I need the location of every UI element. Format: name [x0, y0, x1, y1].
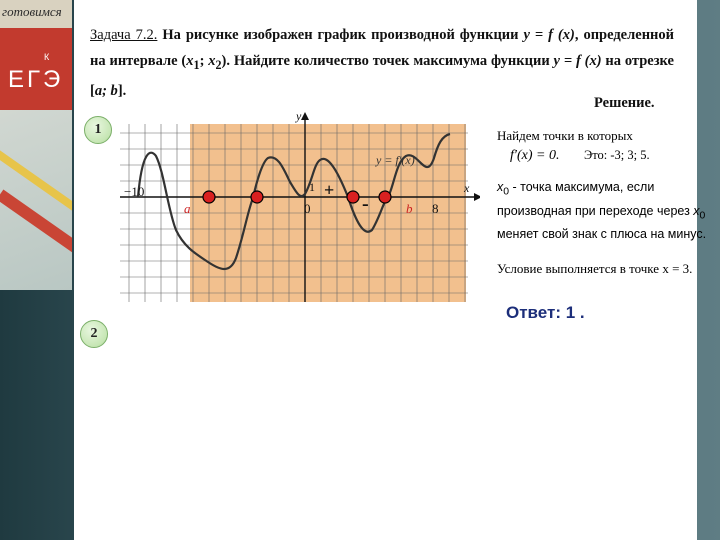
zero-point [379, 191, 391, 203]
task-label: Задача 7.2. [90, 27, 158, 43]
expl-x0-sub: 0 [503, 186, 510, 198]
condition-text: Условие выполняется в точке x = 3. [497, 261, 693, 276]
zero-formula: f′(x) = 0. [510, 148, 560, 163]
tick-one: 1 [309, 180, 315, 194]
y-axis-label: y [296, 112, 302, 123]
y-axis-arrow [301, 112, 309, 120]
sign-minus: - [362, 193, 369, 215]
task-function-1: y = f (x) [523, 27, 575, 43]
task-function-2: y = f (x) [553, 53, 602, 69]
tick-minus-ten: −10 [124, 184, 145, 199]
sign-plus: + [324, 180, 335, 200]
brand-tagline: готовимся [2, 4, 62, 19]
tick-zero: 0 [304, 201, 311, 216]
answer: Ответ: 1 . [506, 303, 585, 322]
task-sep: ; [199, 53, 209, 69]
brand-k: К [44, 52, 50, 62]
task-statement [90, 22, 674, 104]
step-badge-2: 2 [80, 320, 108, 348]
max-point-explanation [497, 178, 709, 244]
zero-point [203, 191, 215, 203]
found-text: Найдем точки в которых [497, 128, 633, 143]
label-b: b [406, 201, 413, 216]
task-x2-sub: 2 [215, 57, 222, 72]
label-a: a [184, 201, 191, 216]
expl-x0: x [497, 180, 504, 194]
x-axis-label: x [464, 181, 470, 195]
side-decoration [0, 0, 72, 290]
task-text-b: , определенной на интервале ( [90, 27, 675, 69]
expl-x0b-sub: 0 [699, 210, 706, 221]
derivative-graph [116, 112, 480, 302]
expl-text-1: - точка максимума, если производная при переходе через [497, 180, 694, 218]
task-text-c: ). Найдите количество точек максимума функции [221, 53, 554, 69]
zero-point [251, 191, 263, 203]
task-segment: a; b [94, 82, 118, 99]
expl-x0b: x [693, 203, 700, 218]
brand-ege-logo: ЕГЭ [8, 66, 64, 93]
zeros-list: Это: -3; 3; 5. [584, 148, 650, 162]
tick-eight: 8 [432, 201, 439, 216]
task-text-a: На рисунке изображен график производной функции [157, 27, 524, 43]
step-badge-1: 1 [84, 116, 112, 144]
curve-label: y = f′(x) [376, 153, 415, 167]
task-x1-sub: 1 [193, 57, 200, 72]
task-text-e: ]. [117, 82, 127, 99]
zero-point [347, 191, 359, 203]
task-x1: x [186, 53, 194, 69]
x-axis-arrow [474, 193, 480, 201]
expl-text-2: меняет свой знак с плюса на минус. [497, 227, 707, 241]
task-text-d: на отрезке [ [90, 53, 674, 99]
task-x2: x [208, 53, 216, 69]
solution-title: Решение. [594, 95, 655, 111]
